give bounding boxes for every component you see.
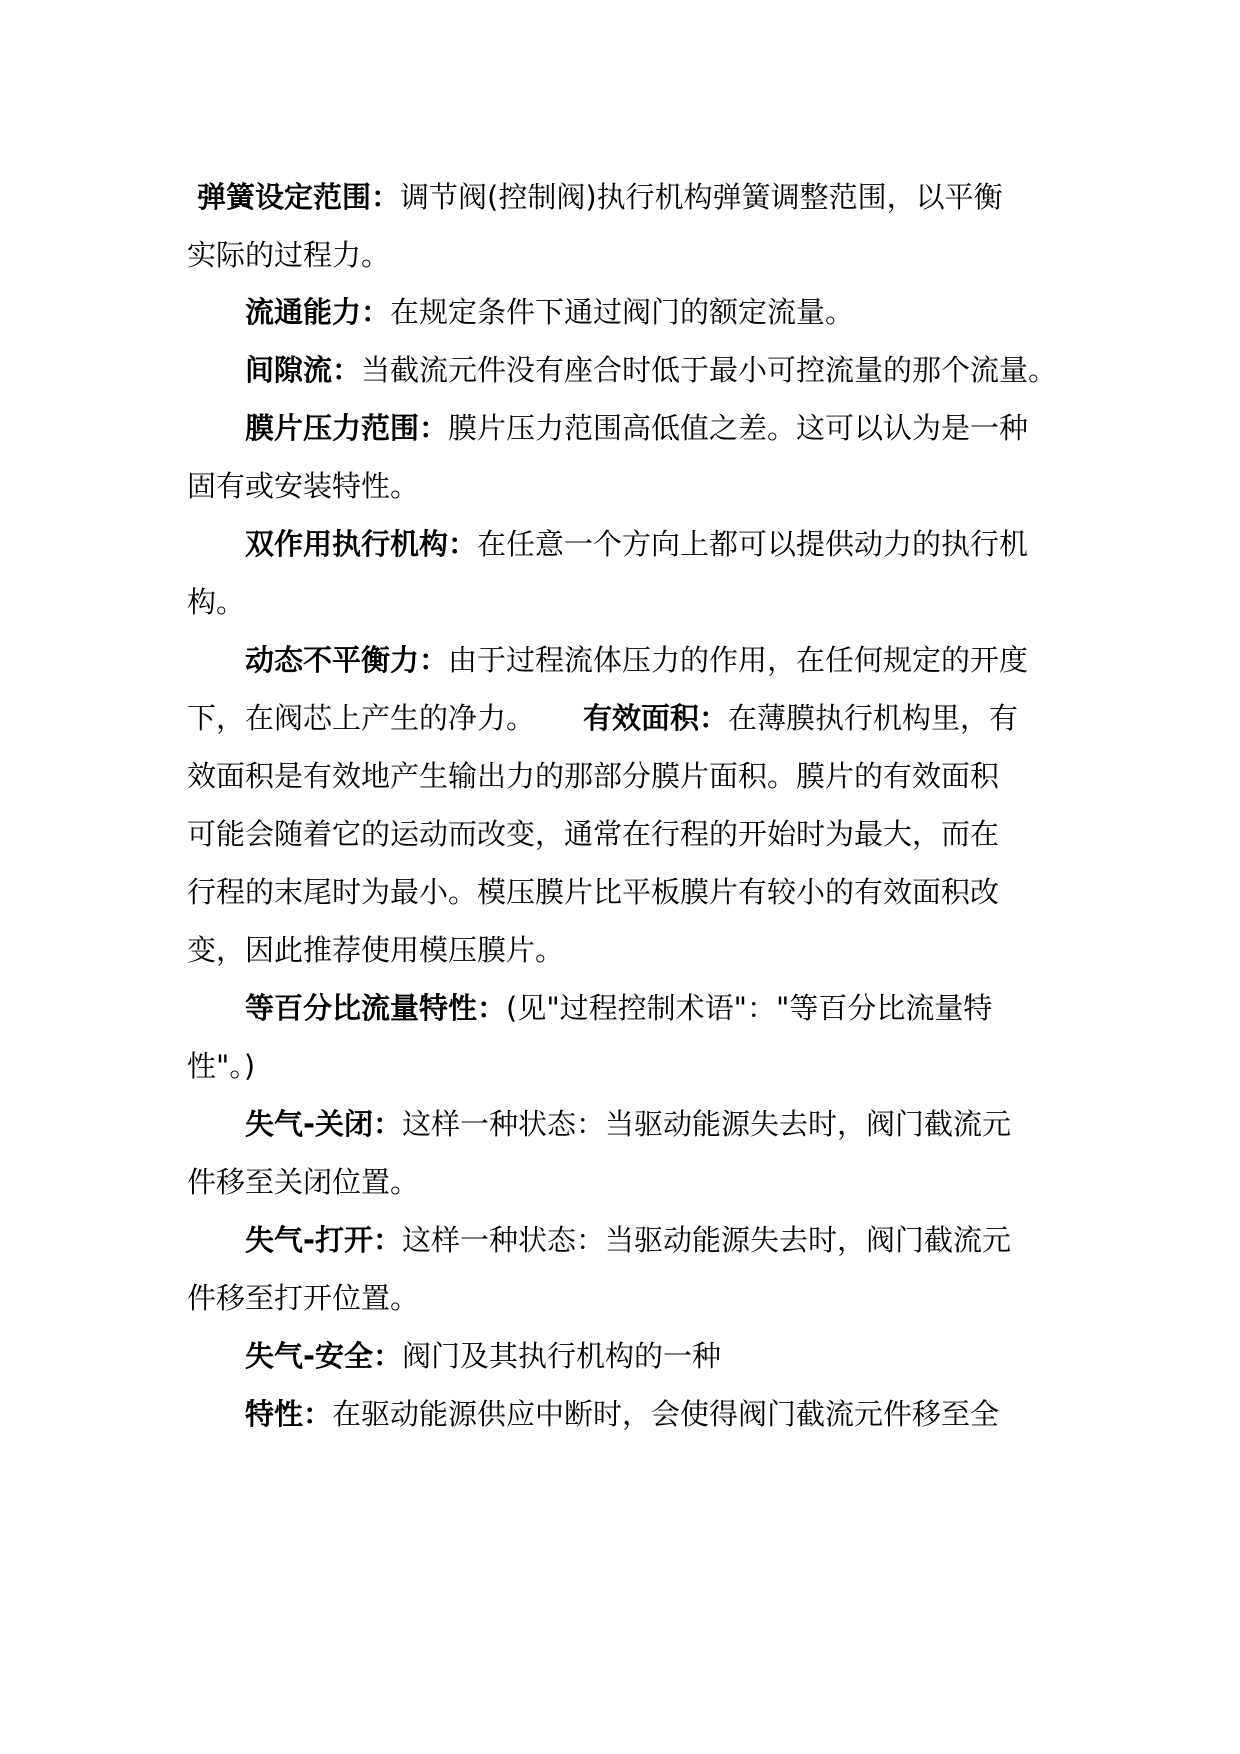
glossary-line [187, 235, 390, 275]
glossary-line [187, 582, 245, 622]
glossary-line [187, 872, 999, 912]
glossary-term: 双作用执行机构： [245, 527, 478, 561]
glossary-definition: 性"。) [187, 1049, 256, 1083]
glossary-line [245, 1336, 721, 1376]
glossary-line [245, 524, 1028, 564]
glossary-definition: 件移至打开位置。 [187, 1281, 420, 1315]
glossary-definition: 当截流元件没有座合时低于最小可控流量的那个流量。 [361, 353, 1058, 387]
glossary-definition: 效面积是有效地产生输出力的那部分膜片面积。膜片的有效面积 [187, 759, 1000, 793]
glossary-line [583, 698, 1018, 738]
glossary-definition: 固有或安装特性。 [187, 469, 420, 503]
glossary-line [245, 1220, 1011, 1260]
glossary-term: 膜片压力范围： [245, 411, 449, 445]
glossary-term: 失气-关闭： [245, 1107, 403, 1141]
glossary-line [245, 292, 854, 332]
glossary-line [245, 988, 992, 1028]
glossary-term: 有效面积： [583, 701, 729, 735]
glossary-line [187, 814, 999, 854]
glossary-definition: 在任意一个方向上都可以提供动力的执行机 [477, 527, 1029, 561]
glossary-line [187, 466, 419, 506]
glossary-term: 动态不平衡力： [245, 643, 449, 677]
glossary-line [245, 1104, 1011, 1144]
glossary-definition: 可能会随着它的运动而改变，通常在行程的开始时为最大，而在 [187, 817, 1000, 851]
glossary-definition: (见"过程控制术语"："等百分比流量特 [506, 991, 993, 1025]
glossary-line [187, 1162, 419, 1202]
glossary-definition: 这样一种状态：当驱动能源失去时，阀门截流元 [402, 1223, 1012, 1257]
glossary-definition: 实际的过程力。 [187, 238, 391, 272]
glossary-definition: 在驱动能源供应中断时，会使得阀门截流元件移至全 [332, 1397, 1000, 1431]
glossary-definition: 在规定条件下通过阀门的额定流量。 [390, 295, 855, 329]
glossary-definition: 膜片压力范围高低值之差。这可以认为是一种 [448, 411, 1029, 445]
glossary-line [187, 1046, 255, 1086]
glossary-line [187, 756, 999, 796]
glossary-definition: 下，在阀芯上产生的净力。 [187, 701, 536, 735]
glossary-definition: 变，因此推荐使用模压膜片。 [187, 933, 565, 967]
glossary-definition: 行程的末尾时为最小。模压膜片比平板膜片有较小的有效面积改 [187, 875, 1000, 909]
glossary-definition: 构。 [187, 585, 246, 619]
glossary-line [187, 930, 564, 970]
glossary-definition: 件移至关闭位置。 [187, 1165, 420, 1199]
glossary-term: 失气-打开： [245, 1223, 403, 1257]
glossary-line [187, 1278, 419, 1318]
glossary-term: 等百分比流量特性： [245, 991, 507, 1025]
glossary-line [245, 408, 1028, 448]
glossary-definition: 由于过程流体压力的作用，在任何规定的开度 [448, 643, 1029, 677]
glossary-definition: 调节阀(控制阀)执行机构弹簧调整范围，以平衡 [400, 180, 1003, 214]
glossary-line [245, 350, 1057, 390]
glossary-line [197, 177, 1003, 217]
glossary-term: 失气-安全： [245, 1339, 403, 1373]
glossary-line [245, 1394, 999, 1434]
glossary-line [187, 698, 535, 738]
glossary-line [245, 640, 1028, 680]
glossary-term: 特性： [245, 1397, 333, 1431]
glossary-definition: 阀门及其执行机构的一种 [402, 1339, 722, 1373]
glossary-term: 间隙流： [245, 353, 362, 387]
glossary-term: 流通能力： [245, 295, 391, 329]
glossary-definition: 在薄膜执行机构里，有 [728, 701, 1019, 735]
glossary-definition: 这样一种状态：当驱动能源失去时，阀门截流元 [402, 1107, 1012, 1141]
glossary-term: 弹簧设定范围： [197, 180, 401, 214]
